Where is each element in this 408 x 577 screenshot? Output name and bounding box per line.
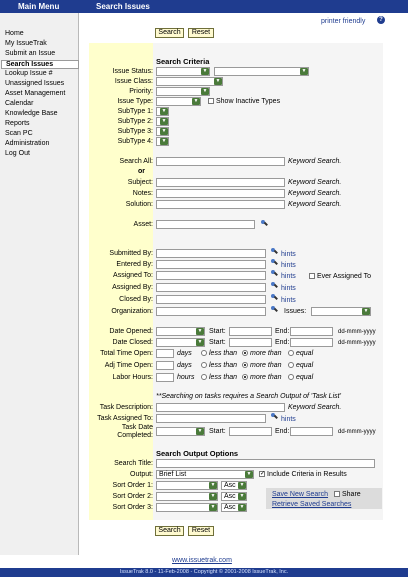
- help-icon[interactable]: ?: [377, 16, 385, 24]
- sidebar-item-submit-issue[interactable]: Submit an Issue: [5, 50, 56, 57]
- search-all-input[interactable]: [156, 157, 285, 166]
- sort-order-1-dropdown-icon[interactable]: ▼: [210, 482, 216, 488]
- task-date-start-input[interactable]: [229, 427, 272, 436]
- save-new-search-link[interactable]: Save New Search: [272, 491, 329, 498]
- adj-time-equal-label: equal: [296, 362, 314, 369]
- saved-search-panel: [266, 488, 382, 509]
- search-all-keyword-note: Keyword Search.: [288, 158, 342, 165]
- organization-issues-dropdown-icon[interactable]: ▼: [363, 308, 369, 314]
- closed-by-input[interactable]: [156, 295, 266, 304]
- sort-order-1-direction[interactable]: Asc: [221, 481, 247, 490]
- total-time-more-than-radio[interactable]: [242, 350, 248, 356]
- search-title-input[interactable]: [156, 459, 375, 468]
- subtype4-dropdown-icon[interactable]: ▼: [161, 138, 167, 144]
- search-all-label: Search All:: [119, 158, 153, 165]
- show-inactive-checkbox[interactable]: [208, 98, 214, 104]
- sidebar-item-asset-management[interactable]: Asset Management: [5, 90, 66, 97]
- task-date-format: dd-mmm-yyyy: [338, 429, 376, 435]
- retrieve-saved-searches-link[interactable]: Retrieve Saved Searches: [272, 501, 352, 508]
- organization-input[interactable]: [156, 307, 266, 316]
- search-output-title: Search Output Options: [156, 449, 239, 458]
- or-label: or: [138, 168, 145, 175]
- ever-assigned-checkbox[interactable]: [309, 273, 315, 279]
- task-assigned-to-input[interactable]: [156, 414, 266, 423]
- labor-hours-unit: hours: [177, 374, 195, 381]
- adj-time-open-input[interactable]: [156, 361, 174, 370]
- issue-type-dropdown-icon[interactable]: ▼: [193, 98, 199, 104]
- adj-time-open-label: Adj Time Open:: [104, 362, 153, 369]
- sort-order-1-direction-dropdown-icon[interactable]: ▼: [239, 482, 245, 488]
- total-time-open-label: Total Time Open:: [100, 350, 153, 357]
- issue-status-detail-dropdown-icon[interactable]: ▼: [301, 68, 307, 74]
- entered-by-input[interactable]: [156, 260, 266, 269]
- issues-label: Issues:: [284, 308, 307, 315]
- adj-time-equal-radio[interactable]: [288, 362, 294, 368]
- total-time-equal-label: equal: [296, 350, 314, 357]
- submitted-by-hints[interactable]: hints: [281, 251, 296, 258]
- entered-by-label: Entered By:: [116, 261, 153, 268]
- sidebar: [0, 13, 79, 555]
- sidebar-item-home[interactable]: Home: [5, 30, 24, 37]
- labor-hours-more-than-label: more than: [250, 374, 282, 381]
- subject-keyword-note: Keyword Search.: [288, 179, 342, 186]
- priority-dropdown-icon[interactable]: ▼: [202, 88, 208, 94]
- assigned-by-input[interactable]: [156, 283, 266, 292]
- sidebar-item-administration[interactable]: Administration: [5, 140, 50, 147]
- task-assigned-to-search-icon[interactable]: [271, 413, 278, 420]
- task-date-end-input[interactable]: [290, 427, 333, 436]
- share-checkbox[interactable]: [334, 491, 340, 497]
- search-title-label: Search Title:: [114, 460, 153, 467]
- solution-keyword-note: Keyword Search.: [288, 201, 342, 208]
- subject-label: Subject:: [127, 179, 153, 186]
- printer-friendly-link[interactable]: printer friendly: [321, 18, 366, 25]
- closed-by-hints[interactable]: hints: [281, 297, 296, 304]
- task-date-start-label: Start:: [209, 428, 226, 435]
- assigned-by-label: Assigned By:: [112, 284, 153, 291]
- issue-status-dropdown-icon[interactable]: ▼: [202, 68, 208, 74]
- subject-input[interactable]: [156, 178, 285, 187]
- reset-button-top[interactable]: Reset: [188, 28, 214, 38]
- total-time-less-than-label: less than: [209, 350, 238, 357]
- date-opened-start-label: Start:: [209, 328, 226, 335]
- include-criteria-checkbox[interactable]: ✓: [260, 471, 266, 477]
- sidebar-item-calendar[interactable]: Calendar: [5, 100, 34, 107]
- subtype2-label: SubType 2:: [117, 118, 153, 125]
- reset-button-bottom[interactable]: Reset: [188, 526, 214, 536]
- date-closed-start-input[interactable]: [229, 338, 272, 347]
- assigned-by-hints[interactable]: hints: [281, 285, 296, 292]
- labor-hours-more-than-radio[interactable]: [242, 374, 248, 380]
- subtype3-label: SubType 3:: [117, 128, 153, 135]
- sidebar-item-my-issuetrak[interactable]: My IssueTrak: [5, 40, 47, 47]
- sidebar-item-unassigned-issues[interactable]: Unassigned Issues: [5, 80, 65, 87]
- closed-by-search-icon[interactable]: [271, 294, 278, 301]
- issuetrak-website-link[interactable]: www.issuetrak.com: [172, 557, 232, 564]
- subtype2-dropdown-icon[interactable]: ▼: [161, 118, 167, 124]
- notes-input[interactable]: [156, 189, 285, 198]
- notes-label: Notes:: [132, 190, 153, 197]
- date-opened-end-label: End:: [275, 328, 290, 335]
- submitted-by-label: Submitted By:: [109, 250, 153, 257]
- adj-time-more-than-radio[interactable]: [242, 362, 248, 368]
- issue-status-detail-select[interactable]: [214, 67, 309, 76]
- adj-time-more-than-label: more than: [250, 362, 282, 369]
- include-criteria-label: Include Criteria in Results: [267, 471, 347, 478]
- issue-type-label: Issue Type:: [117, 98, 153, 105]
- task-date-completed-label: Task Date Completed:: [117, 424, 153, 439]
- sort-order-3-label: Sort Order 3:: [112, 504, 153, 511]
- organization-label: Organization:: [111, 308, 153, 315]
- date-opened-end-input[interactable]: [290, 327, 333, 336]
- task-description-label: Task Description:: [99, 404, 153, 411]
- solution-label: Solution:: [125, 201, 153, 208]
- show-inactive-label: Show Inactive Types: [216, 98, 281, 105]
- date-opened-label: Date Opened:: [109, 328, 153, 335]
- sort-order-2-direction[interactable]: Asc: [221, 492, 247, 501]
- task-date-completed-dropdown-icon[interactable]: ▼: [197, 428, 203, 434]
- task-date-end-label: End:: [275, 428, 290, 435]
- assigned-to-search-icon[interactable]: [271, 270, 278, 277]
- subtype4-label: SubType 4:: [117, 138, 153, 145]
- entered-by-hints[interactable]: hints: [281, 262, 296, 269]
- output-label: Output:: [130, 471, 153, 478]
- sort-order-2-dropdown-icon[interactable]: ▼: [210, 493, 216, 499]
- total-time-less-than-radio[interactable]: [201, 350, 207, 356]
- priority-label: Priority:: [129, 88, 153, 95]
- menu-title: Main Menu: [18, 2, 60, 11]
- assigned-to-hints[interactable]: hints: [281, 273, 296, 280]
- submitted-by-search-icon[interactable]: [271, 248, 278, 255]
- output-select[interactable]: Brief List: [156, 470, 254, 479]
- sort-order-2-direction-dropdown-icon[interactable]: ▼: [239, 493, 245, 499]
- issue-class-dropdown-icon[interactable]: ▼: [215, 78, 221, 84]
- sidebar-item-knowledge-base[interactable]: Knowledge Base: [5, 110, 58, 117]
- asset-input[interactable]: [156, 220, 255, 229]
- adj-time-open-unit: days: [177, 362, 192, 369]
- asset-search-icon[interactable]: [261, 220, 268, 227]
- notes-keyword-note: Keyword Search.: [288, 190, 342, 197]
- task-description-input[interactable]: [156, 403, 285, 412]
- labor-hours-label: Labor Hours:: [112, 374, 153, 381]
- issue-status-label: Issue Status:: [112, 68, 153, 75]
- search-button-top[interactable]: Search: [155, 28, 184, 38]
- task-assigned-to-hints[interactable]: hints: [281, 416, 296, 423]
- labor-hours-equal-radio[interactable]: [288, 374, 294, 380]
- date-opened-format: dd-mmm-yyyy: [338, 329, 376, 335]
- date-closed-format: dd-mmm-yyyy: [338, 340, 376, 346]
- total-time-open-input[interactable]: [156, 349, 174, 358]
- share-label: Share: [342, 491, 361, 498]
- sort-order-3-dropdown-icon[interactable]: ▼: [210, 504, 216, 510]
- date-closed-label: Date Closed:: [112, 339, 153, 346]
- total-time-more-than-label: more than: [250, 350, 282, 357]
- sort-order-3-direction-dropdown-icon[interactable]: ▼: [239, 504, 245, 510]
- sort-order-3-direction[interactable]: Asc: [221, 503, 247, 512]
- assigned-to-input[interactable]: [156, 271, 266, 280]
- sidebar-item-search-issues[interactable]: Search Issues: [1, 60, 79, 69]
- page-title: Search Issues: [96, 2, 150, 11]
- organization-search-icon[interactable]: [271, 306, 278, 313]
- search-button-bottom[interactable]: Search: [155, 526, 184, 536]
- top-bar: [0, 0, 408, 13]
- date-closed-end-label: End:: [275, 339, 290, 346]
- task-assigned-to-label: Task Assigned To:: [97, 415, 153, 422]
- assigned-to-label: Assigned To:: [113, 272, 153, 279]
- sidebar-item-reports[interactable]: Reports: [5, 120, 30, 127]
- total-time-open-unit: days: [177, 350, 192, 357]
- date-closed-dropdown-icon[interactable]: ▼: [197, 339, 203, 345]
- task-description-keyword-note: Keyword Search.: [288, 404, 342, 411]
- entered-by-search-icon[interactable]: [271, 259, 278, 266]
- closed-by-label: Closed By:: [119, 296, 153, 303]
- ever-assigned-label: Ever Assigned To: [317, 273, 371, 280]
- labor-hours-less-than-label: less than: [209, 374, 238, 381]
- subtype1-dropdown-icon[interactable]: ▼: [161, 108, 167, 114]
- subtype1-label: SubType 1:: [117, 108, 153, 115]
- sort-order-1-label: Sort Order 1:: [112, 482, 153, 489]
- solution-input[interactable]: [156, 200, 285, 209]
- output-dropdown-icon[interactable]: ▼: [246, 471, 252, 477]
- sort-order-2-label: Sort Order 2:: [112, 493, 153, 500]
- date-closed-start-label: Start:: [209, 339, 226, 346]
- labor-hours-input[interactable]: [156, 373, 174, 382]
- adj-time-less-than-radio[interactable]: [201, 362, 207, 368]
- task-search-note: **Searching on tasks requires a Search Output of 'Task List': [156, 393, 341, 400]
- sidebar-item-lookup-issue[interactable]: Lookup Issue #: [5, 70, 53, 77]
- date-opened-start-input[interactable]: [229, 327, 272, 336]
- date-opened-dropdown-icon[interactable]: ▼: [197, 328, 203, 334]
- footer-copyright: IssueTrak 8.0 - 11-Feb-2008 - Copyright © 2001-2008 IssueTrak, Inc.: [0, 568, 408, 577]
- sidebar-item-log-out[interactable]: Log Out: [5, 150, 30, 157]
- submitted-by-input[interactable]: [156, 249, 266, 258]
- issue-class-label: Issue Class:: [114, 78, 153, 85]
- sidebar-item-scan-pc[interactable]: Scan PC: [5, 130, 33, 137]
- date-closed-end-input[interactable]: [290, 338, 333, 347]
- assigned-by-search-icon[interactable]: [271, 282, 278, 289]
- adj-time-less-than-label: less than: [209, 362, 238, 369]
- total-time-equal-radio[interactable]: [288, 350, 294, 356]
- asset-label: Asset:: [133, 221, 153, 228]
- labor-hours-equal-label: equal: [296, 374, 314, 381]
- subtype3-dropdown-icon[interactable]: ▼: [161, 128, 167, 134]
- issue-class-select[interactable]: [156, 77, 223, 86]
- search-criteria-title: Search Criteria: [156, 57, 210, 66]
- labor-hours-less-than-radio[interactable]: [201, 374, 207, 380]
